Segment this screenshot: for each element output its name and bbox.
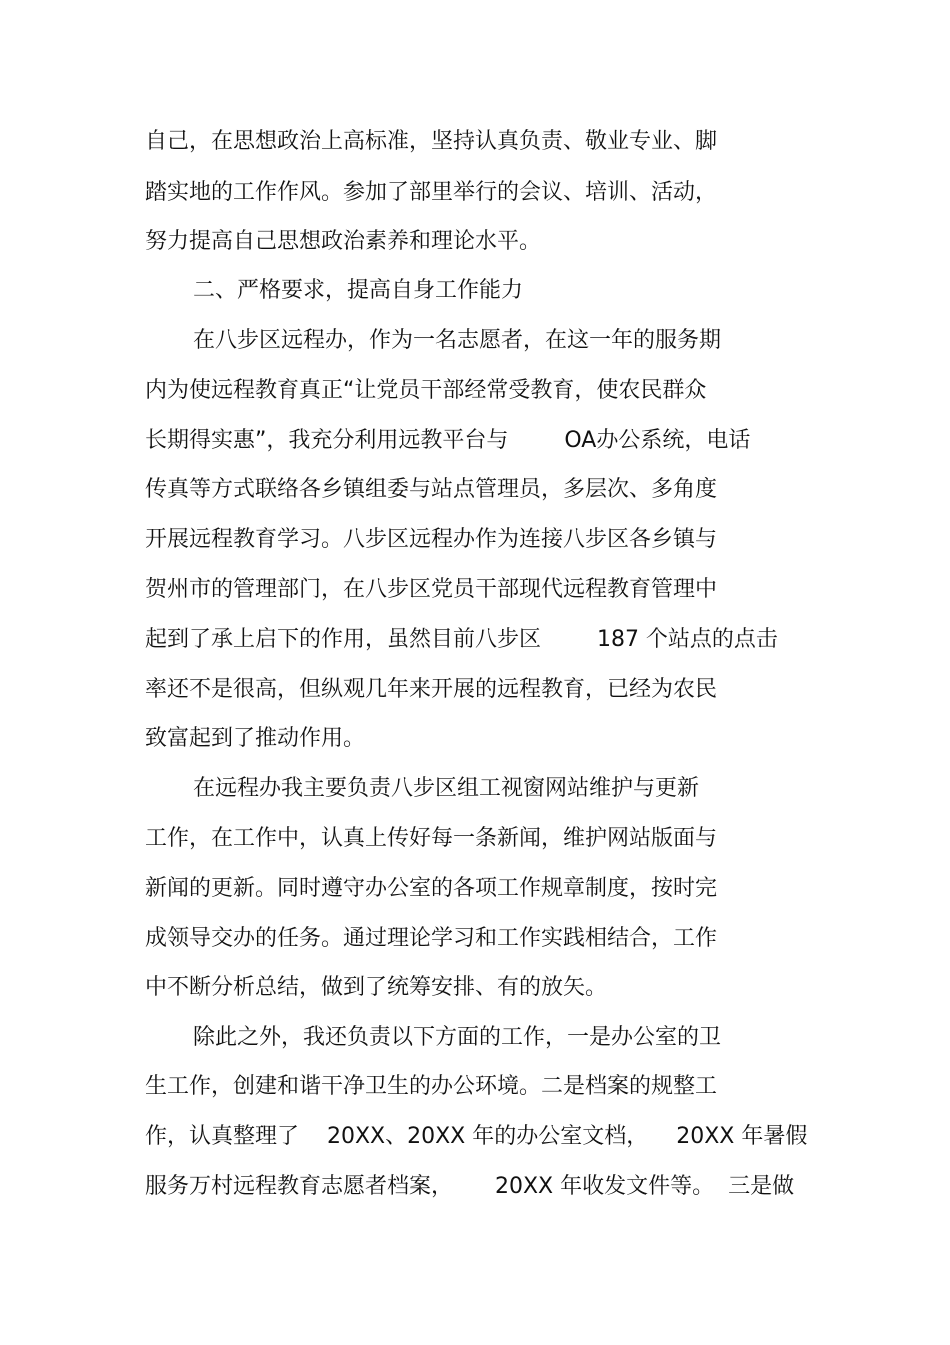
text-line: 生工作，创建和谐干净卫生的办公环境。二是档案的规整工 [145,1074,718,1099]
text-line: 内为使远程教育真正“让党员干部经常受教育，使农民群众 [145,378,707,403]
text-line: 在远程办我主要负责八步区组工视窗网站维护与更新 [193,776,700,801]
text-line: 除此之外，我还负责以下方面的工作，一是办公室的卫 [193,1025,722,1050]
text-line: 服务万村远程教育志愿者档案， 20XX 年收发文件等。 三是做 [145,1174,795,1199]
text-line: 踏实地的工作作风。参加了部里举行的会议、培训、活动， [145,180,718,205]
text-line: 新闻的更新。同时遵守办公室的各项工作规章制度，按时完 [145,876,718,901]
text-line: 自己，在思想政治上高标准，坚持认真负责、敬业专业、脚 [145,129,718,154]
text-line: 率还不是很高，但纵观几年来开展的远程教育，已经为农民 [145,677,718,702]
text-line: 起到了承上启下的作用，虽然目前八步区 187 个站点的点击 [145,627,778,652]
text-line: 长期得实惠”，我充分利用远教平台与 OA办公系统，电话 [145,428,751,453]
text-line: 作，认真整理了 20XX、20XX 年的办公室文档， 20XX 年暑假 [145,1124,808,1149]
text-line: 贺州市的管理部门，在八步区党员干部现代远程教育管理中 [145,577,718,602]
text-line: 传真等方式联络各乡镇组委与站点管理员，多层次、多角度 [145,477,718,502]
text-line: 工作，在工作中，认真上传好每一条新闻，维护网站版面与 [145,826,718,851]
section-heading: 二、严格要求，提高自身工作能力 [193,278,524,303]
text-line: 致富起到了推动作用。 [145,726,366,751]
text-line: 在八步区远程办，作为一名志愿者，在这一年的服务期 [193,328,722,353]
text-line: 中不断分析总结，做到了统筹安排、有的放矢。 [145,975,608,1000]
text-line: 开展远程教育学习。八步区远程办作为连接八步区各乡镇与 [145,527,718,552]
text-line: 成领导交办的任务。通过理论学习和工作实践相结合，工作 [145,926,718,951]
text-line: 努力提高自己思想政治素养和理论水平。 [145,229,542,254]
